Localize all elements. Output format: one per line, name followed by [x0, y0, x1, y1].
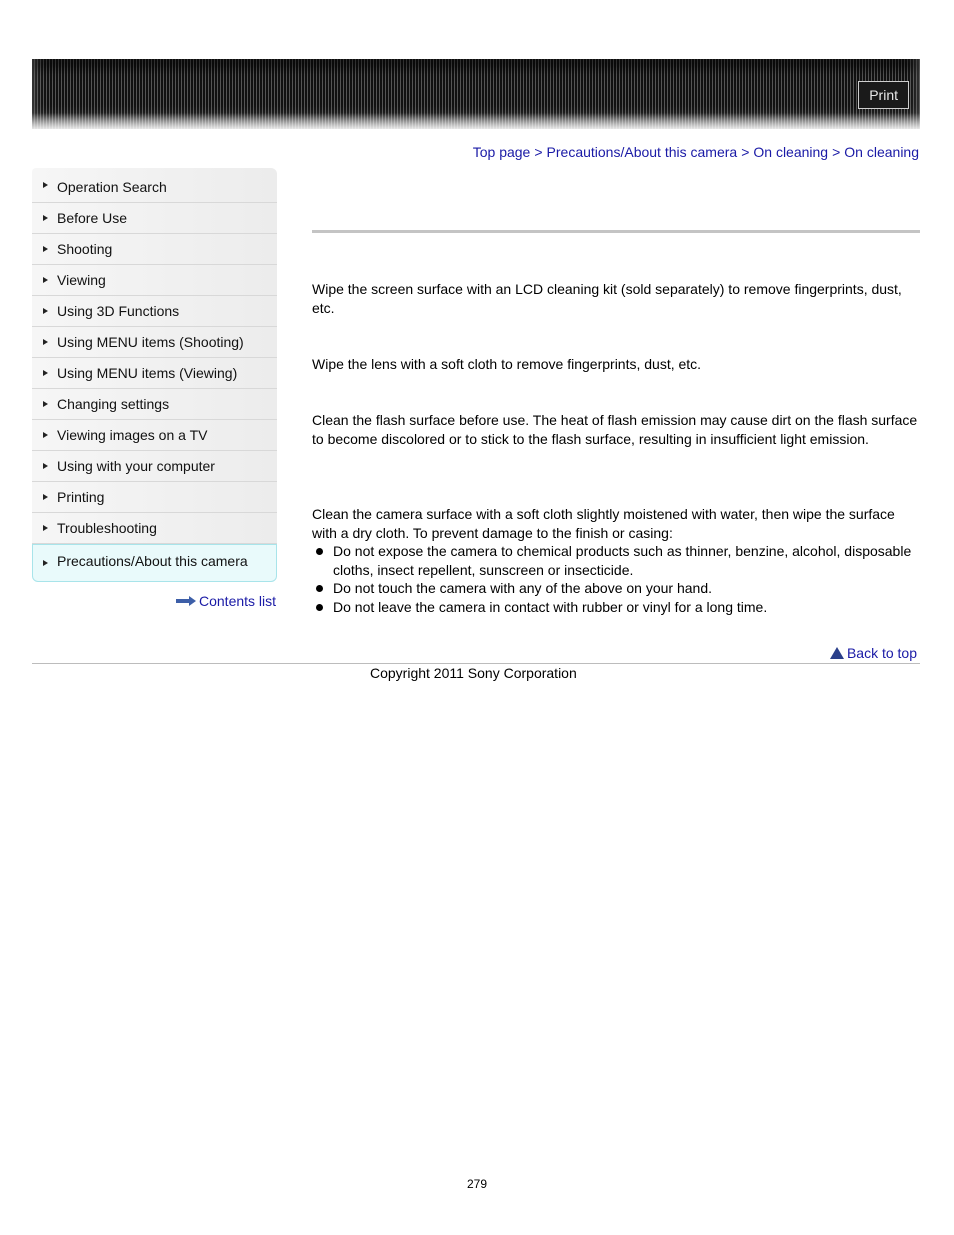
footer-divider: [32, 663, 920, 664]
breadcrumb-separator: >: [534, 144, 543, 160]
precaution-list: [312, 542, 920, 616]
flash-cleaning-text: Clean the flash surface before use. The heat of flash emission may cause dirt on the flash surface to become discolored or to stick to the flash surface, resulting in insufficient light emission.: [312, 412, 918, 447]
triangle-right-icon: [43, 525, 48, 531]
sidebar-item-troubleshooting[interactable]: Troubleshooting: [32, 513, 277, 544]
triangle-right-icon: [43, 339, 48, 345]
arrow-right-icon: [176, 597, 196, 605]
triangle-right-icon: [43, 463, 48, 469]
sidebar-item-operation-search[interactable]: Operation Search: [32, 168, 277, 203]
header-banner: [32, 59, 920, 129]
breadcrumb-on-cleaning[interactable]: On cleaning: [753, 144, 829, 160]
bullet-icon: [316, 585, 323, 592]
print-button[interactable]: Print: [858, 81, 909, 109]
list-item: Do not expose the camera to chemical products such as thinner, benzine, alcohol, disposable cloths, insect repellent, sunscreen or insecticide.: [312, 542, 920, 579]
contents-list-link[interactable]: [176, 593, 276, 609]
sidebar-item-computer[interactable]: Using with your computer: [32, 451, 277, 482]
back-to-top-label: Back to top: [846, 645, 917, 661]
sidebar-item-printing[interactable]: Printing: [32, 482, 277, 513]
camera-surface-text: Clean the camera surface with a soft cloth slightly moistened with water, then wipe the surface with a dry cloth. To prevent damage to the finish or casing:: [312, 506, 895, 541]
breadcrumb-precautions[interactable]: Precautions/About this camera: [546, 144, 738, 160]
page-number: 279: [466, 1177, 488, 1191]
sidebar-nav: [32, 168, 277, 582]
triangle-right-icon: [43, 215, 48, 221]
sidebar-item-precautions[interactable]: Precautions/About this camera: [32, 544, 277, 582]
back-to-top-link[interactable]: [830, 645, 917, 661]
breadcrumb: [473, 144, 919, 160]
triangle-right-icon: [43, 246, 48, 252]
list-item: Do not leave the camera in contact with rubber or vinyl for a long time.: [312, 598, 920, 617]
breadcrumb-separator: >: [832, 144, 841, 160]
triangle-right-icon: [43, 277, 48, 283]
sidebar-item-3d-functions[interactable]: Using 3D Functions: [32, 296, 277, 327]
triangle-right-icon: [43, 432, 48, 438]
breadcrumb-top-page[interactable]: Top page: [472, 144, 531, 160]
list-item: Do not touch the camera with any of the above on your hand.: [312, 579, 920, 598]
triangle-right-icon: [43, 182, 48, 188]
sidebar-item-viewing[interactable]: Viewing: [32, 265, 277, 296]
triangle-right-icon: [43, 308, 48, 314]
triangle-right-icon: [43, 560, 48, 566]
breadcrumb-separator: >: [741, 144, 750, 160]
title-divider: [312, 230, 920, 233]
sidebar-item-menu-shooting[interactable]: Using MENU items (Shooting): [32, 327, 277, 358]
breadcrumb-on-cleaning-current[interactable]: On cleaning: [844, 144, 919, 160]
triangle-right-icon: [43, 401, 48, 407]
sidebar-item-menu-viewing[interactable]: Using MENU items (Viewing): [32, 358, 277, 389]
bullet-icon: [316, 604, 323, 611]
sidebar-item-before-use[interactable]: Before Use: [32, 203, 277, 234]
sidebar-item-changing-settings[interactable]: Changing settings: [32, 389, 277, 420]
triangle-up-icon: [830, 647, 844, 659]
triangle-right-icon: [43, 494, 48, 500]
screen-cleaning-text: Wipe the screen surface with an LCD cleaning kit (sold separately) to remove fingerprints, dust, etc.: [312, 281, 902, 316]
lens-cleaning-text: Wipe the lens with a soft cloth to remove fingerprints, dust, etc.: [312, 356, 702, 372]
triangle-right-icon: [43, 370, 48, 376]
sidebar-item-viewing-tv[interactable]: Viewing images on a TV: [32, 420, 277, 451]
copyright-text: Copyright 2011 Sony Corporation: [370, 665, 577, 681]
sidebar-item-shooting[interactable]: Shooting: [32, 234, 277, 265]
contents-list-label: Contents list: [199, 593, 277, 609]
bullet-icon: [316, 548, 323, 555]
